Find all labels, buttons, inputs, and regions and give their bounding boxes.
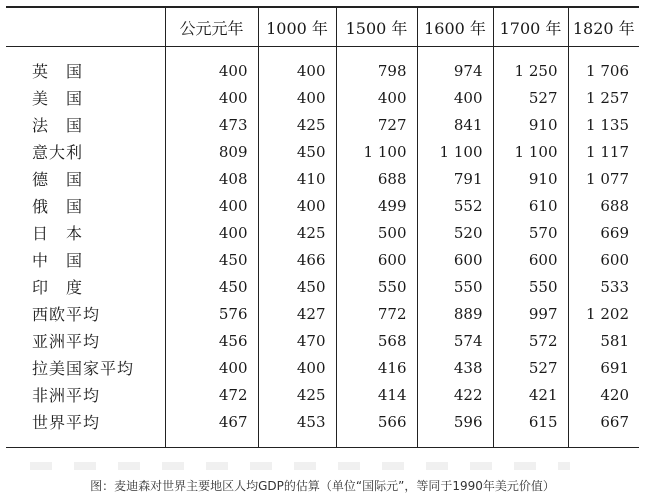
table-header-row xyxy=(6,7,639,47)
gdp-value-cell: 1 250 xyxy=(493,47,568,85)
region-name-cell: 意大利 xyxy=(32,143,84,162)
gdp-value-cell: 600 xyxy=(493,246,568,273)
gdp-value-cell: 974 xyxy=(417,47,493,85)
gdp-value-cell: 1 202 xyxy=(568,300,639,327)
gdp-value-cell: 910 xyxy=(493,111,568,138)
gdp-value-cell: 473 xyxy=(165,111,258,138)
region-name-cell: 日 本 xyxy=(32,224,84,243)
gdp-value-cell: 520 xyxy=(417,219,493,246)
region-name-cell: 德 国 xyxy=(32,170,84,189)
region-name-cell: 印 度 xyxy=(32,278,84,297)
gdp-value-cell: 581 xyxy=(568,327,639,354)
header-year-cell: 公元元年 xyxy=(165,7,258,47)
gdp-value-cell: 809 xyxy=(165,138,258,165)
gdp-value-cell: 600 xyxy=(568,246,639,273)
table-row xyxy=(6,300,639,327)
region-name-cell: 中 国 xyxy=(32,251,84,270)
gdp-value-cell: 400 xyxy=(165,219,258,246)
header-year-cell: 1700 年 xyxy=(493,7,568,47)
gdp-value-cell: 791 xyxy=(417,165,493,192)
gdp-value-cell: 997 xyxy=(493,300,568,327)
gdp-value-cell: 425 xyxy=(258,219,336,246)
table-row xyxy=(6,381,639,408)
region-name-cell: 俄 国 xyxy=(32,197,84,216)
gdp-value-cell: 427 xyxy=(258,300,336,327)
table-row xyxy=(6,47,639,85)
gdp-table-container xyxy=(6,6,639,448)
table-row xyxy=(6,165,639,192)
gdp-value-cell: 400 xyxy=(258,354,336,381)
gdp-value-cell: 1 077 xyxy=(568,165,639,192)
gdp-value-cell: 1 100 xyxy=(417,138,493,165)
gdp-value-cell: 425 xyxy=(258,381,336,408)
table-row xyxy=(6,246,639,273)
gdp-value-cell: 596 xyxy=(417,408,493,448)
table-row xyxy=(6,138,639,165)
gdp-value-cell: 1 117 xyxy=(568,138,639,165)
gdp-value-cell: 416 xyxy=(336,354,417,381)
gdp-value-cell: 667 xyxy=(568,408,639,448)
gdp-value-cell: 500 xyxy=(336,219,417,246)
gdp-value-cell: 400 xyxy=(165,354,258,381)
gdp-value-cell: 570 xyxy=(493,219,568,246)
gdp-value-cell: 550 xyxy=(493,273,568,300)
table-row xyxy=(6,219,639,246)
figure-caption: 图：麦迪森对世界主要地区人均GDP的估算（单位“国际元”，等同于1990年美元价值） xyxy=(90,479,555,493)
table-row xyxy=(6,327,639,354)
gdp-value-cell: 527 xyxy=(493,84,568,111)
gdp-value-cell: 408 xyxy=(165,165,258,192)
gdp-value-cell: 574 xyxy=(417,327,493,354)
region-name-cell: 世界平均 xyxy=(6,408,165,448)
gdp-value-cell: 600 xyxy=(336,246,417,273)
table-row xyxy=(6,111,639,138)
gdp-value-cell: 400 xyxy=(258,47,336,85)
header-region-cell xyxy=(6,7,165,47)
gdp-value-cell: 422 xyxy=(417,381,493,408)
header-year-cell: 1820 年 xyxy=(568,7,639,47)
gdp-value-cell: 841 xyxy=(417,111,493,138)
gdp-value-cell: 727 xyxy=(336,111,417,138)
header-year-cell: 1600 年 xyxy=(417,7,493,47)
gdp-value-cell: 669 xyxy=(568,219,639,246)
gdp-value-cell: 615 xyxy=(493,408,568,448)
gdp-value-cell: 688 xyxy=(568,192,639,219)
gdp-value-cell: 1 100 xyxy=(493,138,568,165)
region-name-cell: 拉美国家平均 xyxy=(32,359,135,378)
gdp-value-cell: 533 xyxy=(568,273,639,300)
gdp-value-cell: 1 135 xyxy=(568,111,639,138)
gdp-value-cell: 400 xyxy=(165,84,258,111)
gdp-value-cell: 499 xyxy=(336,192,417,219)
table-body xyxy=(6,47,639,448)
gdp-value-cell: 450 xyxy=(258,273,336,300)
gdp-value-cell: 425 xyxy=(258,111,336,138)
region-name-cell: 法 国 xyxy=(32,116,84,135)
gdp-value-cell: 410 xyxy=(258,165,336,192)
table-row xyxy=(6,84,639,111)
gdp-value-cell: 453 xyxy=(258,408,336,448)
gdp-value-cell: 420 xyxy=(568,381,639,408)
gdp-value-cell: 400 xyxy=(258,192,336,219)
gdp-value-cell: 1 100 xyxy=(336,138,417,165)
gdp-value-cell: 467 xyxy=(165,408,258,448)
table-row xyxy=(6,273,639,300)
gdp-estimate-table xyxy=(6,6,639,448)
gdp-value-cell: 610 xyxy=(493,192,568,219)
region-name-cell: 英 国 xyxy=(32,62,84,81)
gdp-value-cell: 450 xyxy=(165,273,258,300)
gdp-value-cell: 568 xyxy=(336,327,417,354)
gdp-value-cell: 798 xyxy=(336,47,417,85)
table-row xyxy=(6,408,639,448)
gdp-value-cell: 414 xyxy=(336,381,417,408)
gdp-value-cell: 688 xyxy=(336,165,417,192)
gdp-value-cell: 400 xyxy=(336,84,417,111)
table-row xyxy=(6,192,639,219)
gdp-value-cell: 910 xyxy=(493,165,568,192)
gdp-value-cell: 527 xyxy=(493,354,568,381)
gdp-value-cell: 572 xyxy=(493,327,568,354)
gdp-value-cell: 472 xyxy=(165,381,258,408)
gdp-value-cell: 552 xyxy=(417,192,493,219)
gdp-value-cell: 400 xyxy=(258,84,336,111)
gdp-value-cell: 550 xyxy=(336,273,417,300)
region-name-cell: 美 国 xyxy=(32,89,84,108)
table-row xyxy=(6,354,639,381)
gdp-value-cell: 438 xyxy=(417,354,493,381)
gdp-value-cell: 450 xyxy=(165,246,258,273)
gdp-value-cell: 456 xyxy=(165,327,258,354)
gdp-value-cell: 566 xyxy=(336,408,417,448)
gdp-value-cell: 400 xyxy=(417,84,493,111)
gdp-value-cell: 470 xyxy=(258,327,336,354)
gdp-value-cell: 1 257 xyxy=(568,84,639,111)
region-name-cell: 亚洲平均 xyxy=(32,332,101,351)
gdp-value-cell: 400 xyxy=(165,47,258,85)
region-name-cell: 西欧平均 xyxy=(32,305,101,324)
gdp-value-cell: 421 xyxy=(493,381,568,408)
gdp-value-cell: 400 xyxy=(165,192,258,219)
gdp-value-cell: 450 xyxy=(258,138,336,165)
gdp-value-cell: 600 xyxy=(417,246,493,273)
gdp-value-cell: 550 xyxy=(417,273,493,300)
gdp-value-cell: 576 xyxy=(165,300,258,327)
faint-scan-artifact xyxy=(30,462,570,470)
header-year-cell: 1000 年 xyxy=(258,7,336,47)
gdp-value-cell: 772 xyxy=(336,300,417,327)
gdp-value-cell: 1 706 xyxy=(568,47,639,85)
header-year-cell: 1500 年 xyxy=(336,7,417,47)
gdp-value-cell: 691 xyxy=(568,354,639,381)
gdp-value-cell: 466 xyxy=(258,246,336,273)
region-name-cell: 非洲平均 xyxy=(32,386,101,405)
gdp-value-cell: 889 xyxy=(417,300,493,327)
